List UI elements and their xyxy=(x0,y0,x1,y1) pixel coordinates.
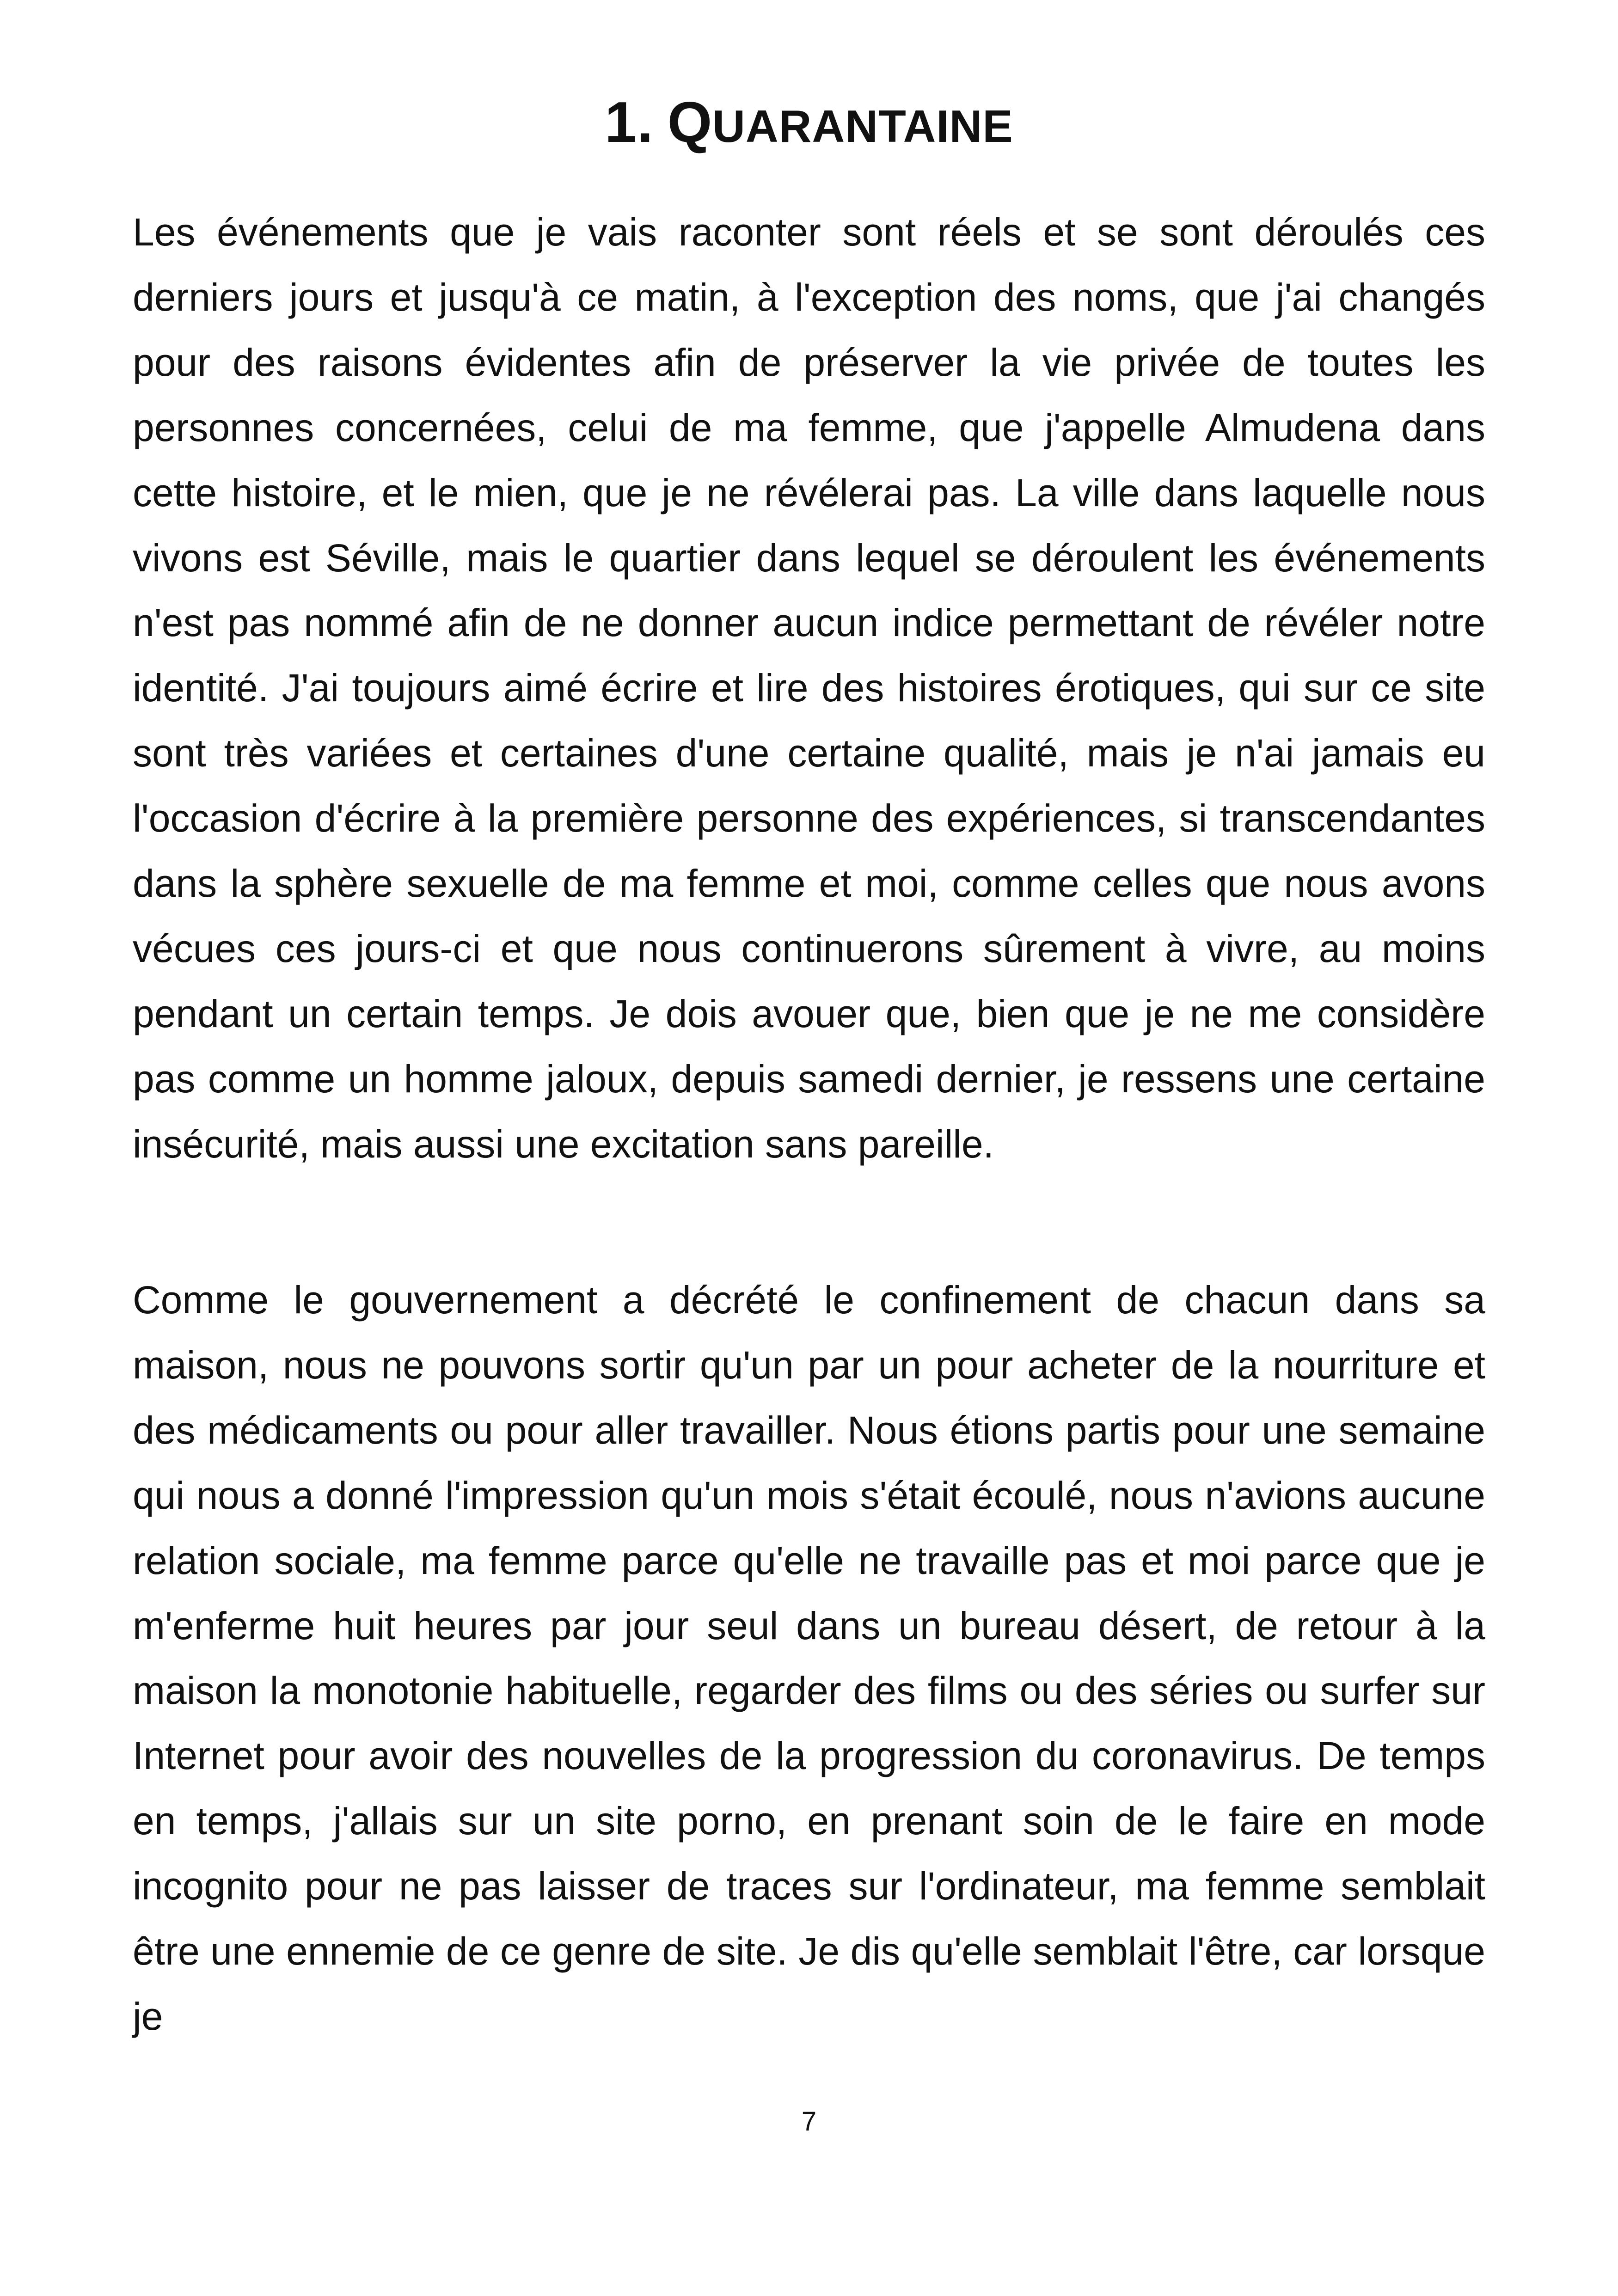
chapter-title-initial: Q xyxy=(667,91,713,154)
chapter-title-rest: UARANTAINE xyxy=(712,101,1013,152)
page-number: 7 xyxy=(801,2106,817,2137)
chapter-title xyxy=(0,88,1618,161)
chapter-number: 1. xyxy=(605,91,654,154)
paragraph: Comme le gouvernement a décrété le confinement de chacun dans sa maison, nous ne pouvons sortir qu'un par un pour acheter de la nourriture et des médicaments ou pour aller travailler. Nous étions partis pour une semaine qui nous a donné l'impression qu'un mois s'était écoulé, nous n'avions aucune relation sociale, ma femme parce qu'elle ne travaille pas et moi parce que je m'enferme huit heures par jour seul dans un bureau désert, de retour à la maison la monotonie habituelle, regarder des films ou des séries ou surfer sur Internet pour avoir des nouvelles de la progression du coronavirus. De temps en temps, j'allais sur un site porno, en prenant soin de le faire en mode incognito pour ne pas laisser de traces sur l'ordinateur, ma femme semblait être une ennemie de ce genre de site. Je dis qu'elle semblait l'être, car lorsque je xyxy=(133,1278,1485,2038)
paragraph: Les événements que je vais raconter sont réels et se sont déroulés ces derniers jours et jusqu'à ce matin, à l'exception des noms, que j'ai changés pour des raisons évidentes afin de préserver la vie privée de toutes les personnes concernées, celui de ma femme, que j'appelle Almudena dans cette histoire, et le mien, que je ne révélerai pas. La ville dans laquelle nous vivons est Séville, mais le quartier dans lequel se déroulent les événements n'est pas nommé afin de ne donner aucun indice permettant de révéler notre identité. J'ai toujours aimé écrire et lire des histoires érotiques, qui sur ce site sont très variées et certaines d'une certaine qualité, mais je n'ai jamais eu l'occasion d'écrire à la première personne des expériences, si transcendantes dans la sphère sexuelle de ma femme et moi, comme celles que nous avons vécues ces jours-ci et que nous continuerons sûrement à vivre, au moins pendant un certain temps. Je dois avouer que, bien que je ne me considère pas comme un homme jaloux, depuis samedi dernier, je ressens une certaine insécurité, mais aussi une excitation sans pareille. xyxy=(133,210,1485,1166)
